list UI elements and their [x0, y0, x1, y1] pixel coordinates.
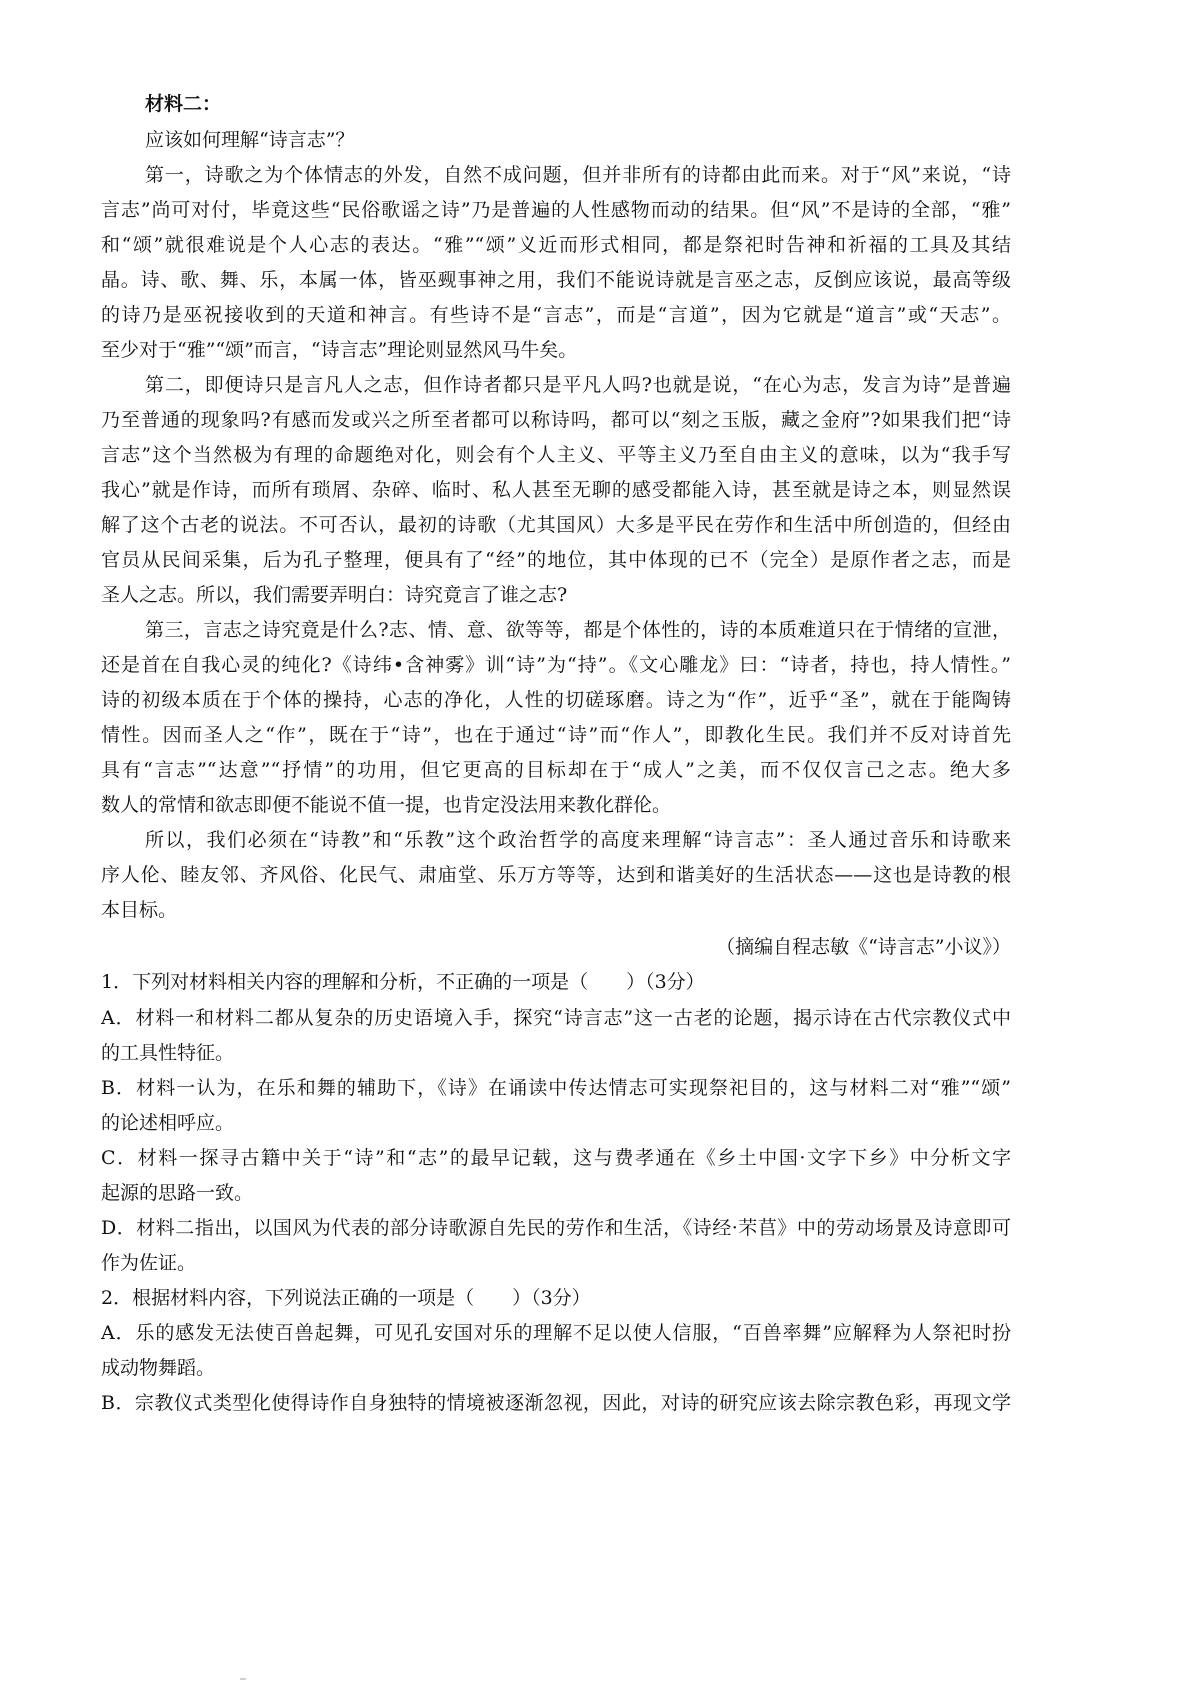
question-1-option-a-cont: 的工具性特征。	[101, 1042, 235, 1064]
para2-line: 圣人之志。所以，我们需要弄明白：诗究竟言了谁之志?	[101, 584, 568, 606]
question-1-option-c: C．材料一探寻古籍中关于“诗”和“志”的最早记载，这与费孝通在《乡土中国·文字下乡》中分析文字	[101, 1147, 1011, 1169]
para1-line: 的诗乃是巫祝接收到的天道和神言。有些诗不是“言志”，而是“言道”，因为它就是“道言”或“天志”。	[101, 304, 1011, 326]
para2-line: 言志”这个当然极为有理的命题绝对化，则会有个人主义、平等主义乃至自由主义的意味，以为“我手写	[101, 444, 1011, 466]
para3-line: 第三，言志之诗究竟是什么?志、情、意、欲等等，都是个体性的，诗的本质难道只在于情绪的宣泄，	[145, 619, 1011, 641]
para3-line: 还是首在自我心灵的纯化?《诗纬•含神雾》训“诗”为“持”。《文心雕龙》曰：“诗者，持也，持人情性。”	[101, 654, 1011, 676]
para1-line: 言志”尚可对付，毕竟这些“民俗歌谣之诗”乃是普遍的人性感物而动的结果。但“风”不是诗的全部，“雅”	[101, 199, 1011, 221]
para2-line: 乃至普通的现象吗?有感而发或兴之所至者都可以称诗吗，都可以“刻之玉版，藏之金府”?如果我们把“诗	[101, 409, 1011, 431]
material-question: 应该如何理解“诗言志”？	[145, 129, 355, 151]
para2-line: 解了这个古老的说法。不可否认，最初的诗歌（尤其国风）大多是平民在劳作和生活中所创造的，但经由	[101, 514, 1011, 536]
para3-line: 诗的初级本质在于个体的操持，心志的净化，人性的切磋琢磨。诗之为“作”，近乎“圣”，就在于能陶铸	[101, 689, 1011, 711]
question-1-option-b-cont: 的论述相呼应。	[101, 1112, 235, 1134]
question-2-option-a: A．乐的感发无法使百兽起舞，可见孔安国对乐的理解不足以使人信服，“百兽率舞”应解释为人祭祀时扮	[101, 1322, 1011, 1344]
question-1-option-a: A．材料一和材料二都从复杂的历史语境入手，探究“诗言志”这一古老的论题，揭示诗在古代宗教仪式中	[101, 1007, 1011, 1029]
question-1-option-d-cont: 作为佐证。	[101, 1252, 197, 1274]
para4-line: 本目标。	[101, 899, 178, 921]
question-2-option-a-cont: 成动物舞蹈。	[101, 1357, 216, 1379]
para4-line: 所以，我们必须在“诗教”和“乐教”这个政治哲学的高度来理解“诗言志”：圣人通过音乐和诗歌来	[145, 829, 1011, 851]
para4-line: 序人伦、睦友邻、齐风俗、化民气、肃庙堂、乐万方等等，达到和谐美好的生活状态——这也是诗教的根	[101, 864, 1011, 886]
para3-line: 情性。因而圣人之“作”，既在于“诗”，也在于通过“诗”而“作人”，即教化生民。我们并不反对诗首先	[101, 724, 1011, 746]
question-2-option-b: B．宗教仪式类型化使得诗作自身独特的情境被逐渐忽视，因此，对诗的研究应该去除宗教色彩，再现文学	[101, 1392, 1011, 1414]
para2-line: 我心”就是作诗，而所有琐屑、杂碎、临时、私人甚至无聊的感受都能入诗，甚至就是诗之本，则显然误	[101, 479, 1011, 501]
para3-line: 数人的常情和欲志即便不能说不值一提，也肯定没法用来教化群伦。	[101, 794, 672, 816]
para1-line: 和“颂”就很难说是个人心志的表达。“雅”“颂”义近而形式相同，都是祭祀时告神和祈福的工具及其结	[101, 234, 1011, 256]
para3-line: 具有“言志”“达意”“抒情”的功用，但它更高的目标却在于“成人”之美，而不仅仅言己之志。绝大多	[101, 759, 1011, 781]
question-2-stem: 2．根据材料内容，下列说法正确的一项是（ ）（3分）	[101, 1287, 591, 1309]
para1-line: 第一，诗歌之为个体情志的外发，自然不成问题，但并非所有的诗都由此而来。对于“风”来说，“诗	[145, 164, 1011, 186]
question-1-option-c-cont: 起源的思路一致。	[101, 1182, 254, 1204]
material-heading: 材料二：	[145, 93, 222, 115]
para1-line: 晶。诗、歌、舞、乐，本属一体，皆巫觋事神之用，我们不能说诗就是言巫之志，反倒应该说，最高等级	[101, 269, 1011, 291]
para2-line: 官员从民间采集，后为孔子整理，便具有了“经”的地位，其中体现的已不（完全）是原作者之志，而是	[101, 549, 1011, 571]
para1-line: 至少对于“雅”“颂”而言，“诗言志”理论则显然风马牛矣。	[101, 339, 578, 361]
question-1-option-d: D．材料二指出，以国风为代表的部分诗歌源自先民的劳作和生活，《诗经·芣苢》中的劳动场景及诗意即可	[101, 1217, 1011, 1239]
question-1-stem: 1．下列对材料相关内容的理解和分析，不正确的一项是（ ）（3分）	[101, 971, 705, 993]
para2-line: 第二，即便诗只是言凡人之志，但作诗者都只是平凡人吗?也就是说，“在心为志，发言为诗”是普遍	[145, 374, 1011, 396]
question-1-option-b: B．材料一认为，在乐和舞的辅助下，《诗》在诵读中传达情志可实现祭祀目的，这与材料二对“雅”“颂”	[101, 1077, 1011, 1099]
source-citation: （摘编自程志敏《“诗言志”小议》）	[716, 936, 1011, 958]
page-footer-mark	[240, 1678, 246, 1680]
